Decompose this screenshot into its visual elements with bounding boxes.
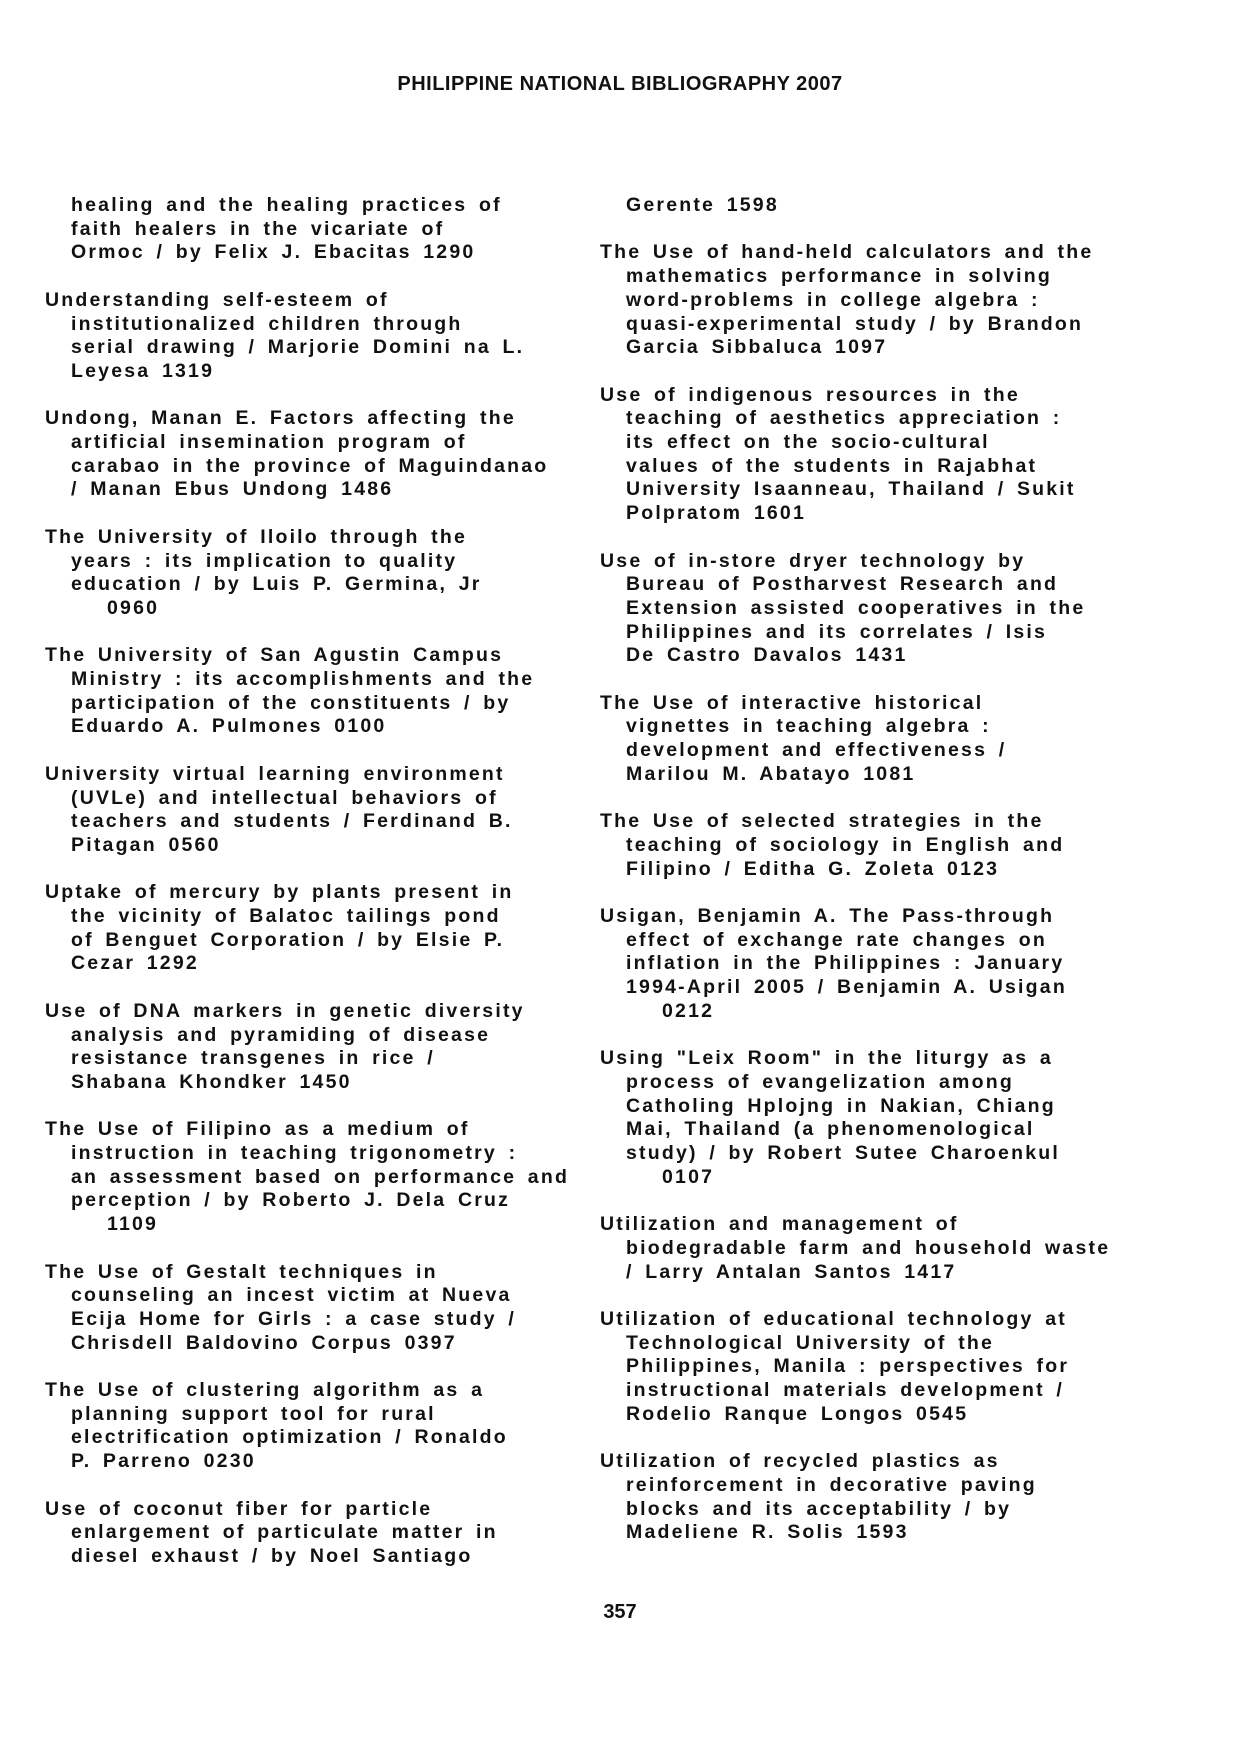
bibliography-entry bbox=[45, 289, 565, 384]
right-column bbox=[600, 194, 1120, 1569]
entry-line: Use of coconut fiber for particle bbox=[45, 1497, 433, 1520]
entry-line: Extension assisted cooperatives in the bbox=[626, 596, 1086, 619]
entry-line: The Use of hand-held calculators and the bbox=[600, 241, 1094, 264]
entry-line: instruction in teaching trigonometry : bbox=[71, 1142, 518, 1164]
bibliography-entry bbox=[45, 644, 565, 739]
entry-line: Ormoc / by Felix J. Ebacitas 1290 bbox=[71, 241, 476, 264]
entry-line: Utilization of recycled plastics as bbox=[600, 1450, 1000, 1473]
entry-line: Mai, Thailand (a phenomenological bbox=[626, 1118, 1035, 1141]
entry-line: serial drawing / Marjorie Domini na L. bbox=[71, 336, 525, 359]
entry-line: Using "Leix Room" in the liturgy as a bbox=[600, 1047, 1053, 1070]
entry-line: Philippines and its correlates / Isis bbox=[626, 620, 1048, 643]
entry-line: 0212 bbox=[662, 999, 715, 1022]
bibliography-entry bbox=[45, 1498, 565, 1569]
entry-line: perception / by Roberto J. Dela Cruz bbox=[71, 1189, 511, 1212]
entry-line: teachers and students / Ferdinand B. bbox=[71, 810, 513, 833]
entry-line: instructional materials development / bbox=[626, 1379, 1064, 1402]
page-header: PHILIPPINE NATIONAL BIBLIOGRAPHY 2007 bbox=[397, 73, 843, 95]
entry-line: Eduardo A. Pulmones 0100 bbox=[71, 715, 387, 738]
entry-line: mathematics performance in solving bbox=[626, 265, 1052, 288]
page-number: 357 bbox=[603, 1601, 637, 1623]
entry-line: Shabana Khondker 1450 bbox=[71, 1070, 352, 1093]
entry-line: Madeliene R. Solis 1593 bbox=[626, 1521, 909, 1544]
entry-line: 0107 bbox=[662, 1165, 715, 1188]
entry-line: Technological University of the bbox=[626, 1331, 995, 1354]
bibliography-entry bbox=[45, 763, 565, 858]
entry-line: Filipino / Editha G. Zoleta 0123 bbox=[626, 857, 1000, 880]
entry-line: participation of the constituents / by bbox=[71, 691, 511, 714]
entry-line: diesel exhaust / by Noel Santiago bbox=[71, 1544, 473, 1567]
entry-line: resistance transgenes in rice / bbox=[71, 1047, 435, 1070]
entry-line: Understanding self-esteem of bbox=[45, 288, 389, 311]
entry-line: Rodelio Ranque Longos 0545 bbox=[626, 1402, 969, 1425]
entry-line: institutionalized children through bbox=[71, 312, 463, 335]
entry-line: Philippines, Manila : perspectives for bbox=[626, 1355, 1070, 1378]
entry-line: Uptake of mercury by plants present in bbox=[45, 881, 514, 904]
entry-line: healing and the healing practices of bbox=[71, 194, 502, 216]
entry-line: artificial insemination program of bbox=[71, 431, 467, 453]
entry-line: Gerente 1598 bbox=[626, 194, 779, 216]
entry-line: The University of San Agustin Campus bbox=[45, 644, 504, 667]
bibliography-entry bbox=[600, 384, 1120, 526]
entry-line: The Use of selected strategies in the bbox=[600, 810, 1044, 833]
entry-line: the vicinity of Balatoc tailings pond bbox=[71, 905, 501, 927]
bibliography-entry bbox=[45, 194, 565, 265]
entry-line: effect of exchange rate changes on bbox=[626, 928, 1047, 951]
entry-line: The University of Iloilo through the bbox=[45, 525, 468, 548]
bibliography-entry bbox=[600, 550, 1120, 669]
bibliography-entry bbox=[600, 905, 1120, 1024]
bibliography-entry bbox=[45, 526, 565, 621]
entry-line: biodegradable farm and household waste bbox=[626, 1236, 1111, 1259]
entry-line: electrification optimization / Ronaldo bbox=[71, 1426, 508, 1449]
bibliography-entry bbox=[45, 407, 565, 502]
entry-line: an assessment based on performance and bbox=[71, 1165, 570, 1188]
bibliography-entry bbox=[45, 1000, 565, 1095]
entry-line: (UVLe) and intellectual behaviors of bbox=[71, 786, 498, 809]
entry-line: Chrisdell Baldovino Corpus 0397 bbox=[71, 1331, 457, 1354]
bibliography-entry bbox=[600, 1308, 1120, 1427]
entry-line: University Isaanneau, Thailand / Sukit bbox=[626, 478, 1076, 501]
entry-line: Undong, Manan E. Factors affecting the bbox=[45, 407, 516, 430]
entry-line: development and effectiveness / bbox=[626, 739, 1007, 762]
entry-line: years : its implication to quality bbox=[71, 549, 458, 572]
entry-line: quasi-experimental study / by Brandon bbox=[626, 312, 1084, 335]
entry-line: Leyesa 1319 bbox=[71, 359, 215, 382]
entry-line: Use of in-store dryer technology by bbox=[600, 549, 1026, 572]
entry-line: of Benguet Corporation / by Elsie P. bbox=[71, 928, 505, 951]
entry-line: education / by Luis P. Germina, Jr bbox=[71, 573, 482, 596]
entry-line: 1994-April 2005 / Benjamin A. Usigan bbox=[626, 976, 1067, 999]
entry-line: P. Parreno 0230 bbox=[71, 1450, 256, 1473]
entry-line: reinforcement in decorative paving bbox=[626, 1473, 1037, 1496]
entry-line: Use of DNA markers in genetic diversity bbox=[45, 999, 525, 1022]
bibliography-entry bbox=[45, 881, 565, 976]
bibliography-entry bbox=[600, 194, 1120, 218]
entry-line: The Use of interactive historical bbox=[600, 691, 984, 714]
entry-line: Ministry : its accomplishments and the bbox=[71, 668, 535, 690]
entry-line: Utilization of educational technology at bbox=[600, 1307, 1067, 1330]
entry-line: its effect on the socio-cultural bbox=[626, 431, 990, 453]
entry-line: Marilou M. Abatayo 1081 bbox=[626, 762, 916, 785]
entry-line: teaching of aesthetics appreciation : bbox=[626, 407, 1062, 430]
entry-line: analysis and pyramiding of disease bbox=[71, 1023, 491, 1046]
entry-line: The Use of Filipino as a medium of bbox=[45, 1118, 470, 1141]
entry-line: enlargement of particulate matter in bbox=[71, 1521, 498, 1544]
entry-line: planning support tool for rural bbox=[71, 1402, 436, 1425]
entry-line: study) / by Robert Sutee Charoenkul bbox=[626, 1142, 1060, 1165]
entry-line: De Castro Davalos 1431 bbox=[626, 644, 908, 667]
entry-line: process of evangelization among bbox=[626, 1070, 1014, 1093]
entry-line: / Manan Ebus Undong 1486 bbox=[71, 478, 394, 501]
entry-line: Polpratom 1601 bbox=[626, 502, 807, 525]
bibliography-entry bbox=[600, 241, 1120, 360]
left-column bbox=[45, 194, 570, 1592]
entry-line: Garcia Sibbaluca 1097 bbox=[626, 336, 888, 359]
entry-line: The Use of Gestalt techniques in bbox=[45, 1260, 438, 1283]
entry-line: / Larry Antalan Santos 1417 bbox=[626, 1260, 957, 1283]
entry-line: Ecija Home for Girls : a case study / bbox=[71, 1307, 517, 1330]
entry-line: values of the students in Rajabhat bbox=[626, 454, 1038, 477]
bibliography-entry bbox=[600, 810, 1120, 881]
bibliography-entry bbox=[45, 1118, 570, 1237]
entry-line: inflation in the Philippines : January bbox=[626, 952, 1065, 975]
entry-line: word-problems in college algebra : bbox=[626, 288, 1040, 311]
bibliography-entry bbox=[45, 1261, 565, 1356]
entry-line: teaching of sociology in English and bbox=[626, 833, 1065, 856]
entry-line: carabao in the province of Maguindanao bbox=[71, 454, 549, 477]
bibliography-entry bbox=[600, 1047, 1120, 1189]
entry-line: University virtual learning environment bbox=[45, 762, 505, 785]
entry-line: Catholing Hplojng in Nakian, Chiang bbox=[626, 1094, 1056, 1117]
entry-line: Usigan, Benjamin A. The Pass-through bbox=[600, 905, 1055, 927]
entry-line: The Use of clustering algorithm as a bbox=[45, 1379, 485, 1401]
bibliography-entry bbox=[600, 1213, 1120, 1284]
bibliography-entry bbox=[600, 692, 1120, 787]
entry-line: counseling an incest victim at Nueva bbox=[71, 1284, 512, 1307]
entry-line: Pitagan 0560 bbox=[71, 833, 221, 856]
entry-line: Cezar 1292 bbox=[71, 952, 199, 975]
entry-line: Use of indigenous resources in the bbox=[600, 383, 1020, 406]
bibliography-entry bbox=[600, 1450, 1120, 1545]
entry-line: faith healers in the vicariate of bbox=[71, 217, 445, 240]
entry-line: 1109 bbox=[107, 1213, 159, 1236]
entry-line: vignettes in teaching algebra : bbox=[626, 715, 991, 738]
entry-line: blocks and its acceptability / by bbox=[626, 1497, 1012, 1520]
entry-line: Utilization and management of bbox=[600, 1213, 959, 1236]
bibliography-entry bbox=[45, 1379, 565, 1474]
entry-line: Bureau of Postharvest Research and bbox=[626, 573, 1059, 596]
entry-line: 0960 bbox=[107, 596, 160, 619]
